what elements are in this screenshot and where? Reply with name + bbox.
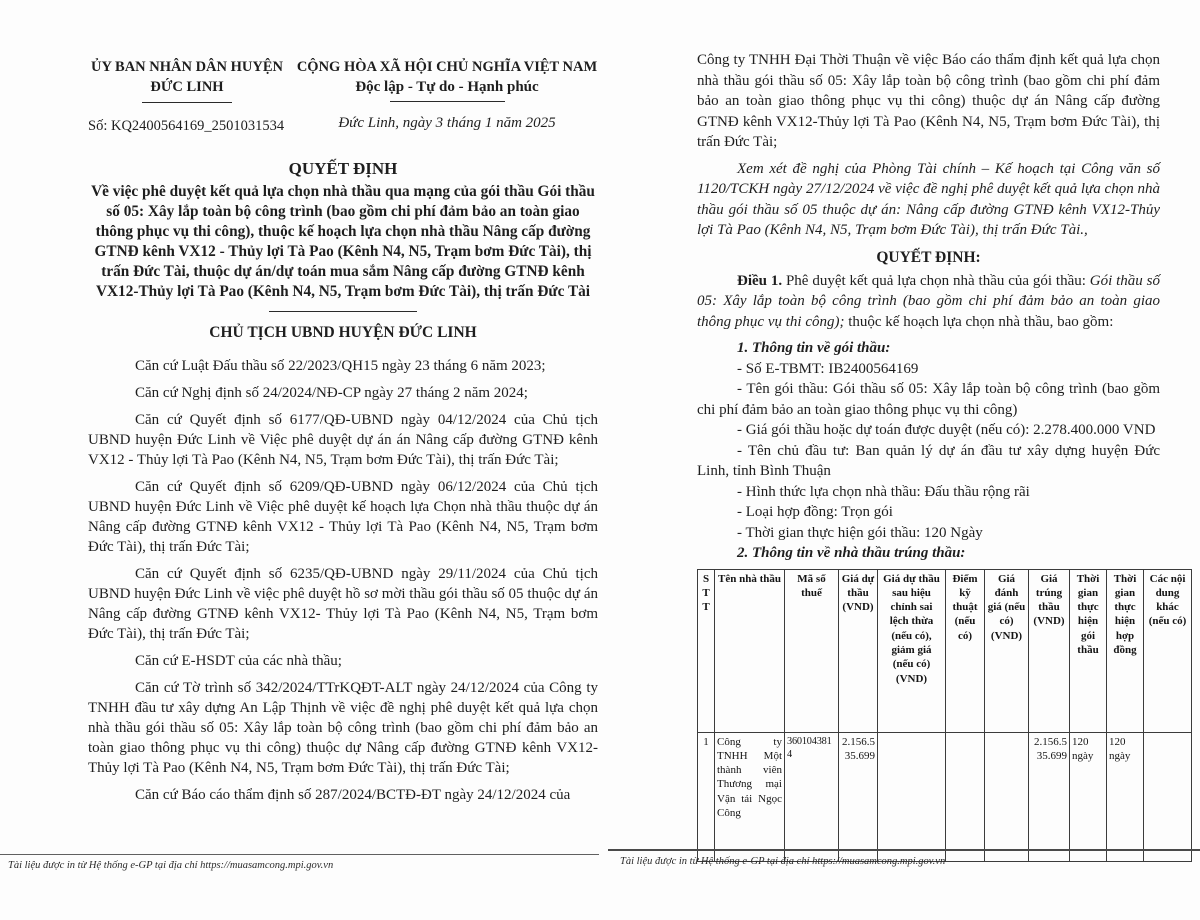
page2-footer-note: Tài liệu được in từ Hệ thống e-GP tại địa chỉ https://muasamcong.mpi.gov.vn	[620, 856, 946, 867]
article-1-package-name: Gói thầu số 05: Xây lắp toàn bộ công trình (bao gồm chi phí đảm bảo an toàn giao thông phục vụ thi công);	[697, 272, 1160, 330]
consideration-paragraph: Xem xét đề nghị của Phòng Tài chính – Kế hoạch tại Công văn số 1120/TCKH ngày 27/12/2024 về việc đề nghị phê duyệt kết quả lựa chọn nhà thầu gói thầu số 05 thuộc dự án: Nâng cấp đường GTNĐ kênh VX12-Thủy lợi Tà Pao (Kênh N4, N5, Trạm bơm Đức Tài), thị trấn Đức Tài.,	[697, 160, 1160, 238]
article-1-label: Điều 1.	[737, 272, 783, 289]
article-1-tail: thuộc kế hoạch lựa chọn nhà thầu, bao gồm:	[848, 313, 1114, 330]
legal-basis-paragraph: Căn cứ Nghị định số 24/2024/NĐ-CP ngày 27 tháng 2 năm 2024;	[135, 385, 528, 401]
decision-heading: QUYẾT ĐỊNH:	[876, 248, 981, 266]
decision-subtitle: Về việc phê duyệt kết quả lựa chọn nhà thầu qua mạng của gói thầu Gói thầu số 05: Xây lắp toàn bộ công trình (bao gồm chi phí đảm bảo an toàn giao thông phục vụ thi công), thuộc kế hoạch lựa chọn nhà thầu Nâng cấp đường GTNĐ kênh VX12 - Thủy lợi Tà Pao (Kênh N4, N5, Trạm bơm Đức Tài), thị trấn Đức Tài, thuộc dự án/dự toán mua sắm Nâng cấp đường GTNĐ kênh VX12-Thủy lợi Tà Pao (Kênh N4, N5, Trạm bơm Đức Tài), thị trấn Đức Tài	[91, 183, 595, 300]
national-header-block	[296, 57, 598, 133]
col-header-other-notes: Các nội dung khác (nếu có)	[1144, 569, 1192, 732]
col-header-tax-code: Mã số thuế	[785, 569, 839, 732]
table-header-row	[698, 569, 1192, 732]
cell-evaluated-price	[985, 732, 1029, 861]
legal-basis-paragraph: Căn cứ Quyết định số 6209/QĐ-UBND ngày 06/12/2024 của Chủ tịch UBND huyện Đức Linh về Việc phê duyệt kế hoạch lựa Chọn nhà thầu thuộc dự án Nâng cấp đường GTNĐ kênh VX12 - Thủy lợi Tà Pao (Kênh N4, N5, Trạm bơm Đức Tài), thị trấn Đức Tài;	[88, 479, 598, 555]
article-1-lead: Phê duyệt kết quả lựa chọn nhà thầu của gói thầu:	[785, 272, 1086, 289]
legal-basis-paragraph: Căn cứ Quyết định số 6177/QĐ-UBND ngày 04/12/2024 của Chủ tịch UBND huyện Đức Linh về Việc phê duyệt dự án án Nâng cấp đường GTNĐ kênh VX12 - Thủy lợi Tà Pao (Kênh N4, N5, Trạm bơm Đức Tài), thị trấn Đức Tài;	[88, 412, 598, 468]
col-header-evaluated-price: Giá đánh giá (nếu có) (VND)	[985, 569, 1029, 732]
table-row	[698, 732, 1192, 861]
package-info-item: - Loại hợp đồng: Trọn gói	[737, 504, 893, 520]
col-header-winning-price: Giá trúng thầu (VND)	[1029, 569, 1070, 732]
cell-other-notes	[1144, 732, 1192, 861]
page-right	[697, 50, 1193, 862]
article-1-paragraph	[697, 271, 1160, 333]
package-info-item: - Số E-TBMT: IB2400564169	[737, 360, 919, 377]
col-header-bid-price: Giá dự thầu (VND)	[839, 569, 878, 732]
issuing-org-block	[88, 57, 286, 136]
issuing-authority: CHỦ TỊCH UBND HUYỆN ĐỨC LINH	[209, 324, 477, 341]
legal-basis-paragraph: Căn cứ Báo cáo thẩm định số 287/2024/BCTĐ-ĐT ngày 24/12/2024 của	[135, 787, 571, 803]
cell-winning-price: 2.156.535.699	[1029, 732, 1070, 861]
page1-footer-divider	[0, 854, 599, 855]
cell-adjusted-price	[878, 732, 946, 861]
national-title: CỘNG HÒA XÃ HỘI CHỦ NGHĨA VIỆT NAM	[296, 59, 598, 75]
cell-stt: 1	[698, 732, 715, 861]
cell-contractor-name: Công ty TNHH Một thành viên Thương mại Vận tải Ngọc Công	[715, 732, 785, 861]
section-2-title: 2. Thông tin về nhà thầu trúng thầu:	[737, 545, 966, 561]
org-underline-divider	[142, 102, 232, 103]
col-header-stt: STT	[698, 569, 715, 732]
continuation-paragraph: Công ty TNHH Đại Thời Thuận về việc Báo cáo thẩm định kết quả lựa chọn nhà thầu gói thầu số 05: Xây lắp toàn bộ công trình (bao gồm chi phí đảm bảo an toàn giao thông phục vụ thi công) thuộc dự án Nâng cấp đường GTNĐ kênh VX12-Thủy lợi Tà Pao (Kênh N4, N5, Trạm bơm Đức Tài), thị trấn Đức Tài;	[697, 52, 1160, 150]
package-info-item: - Thời gian thực hiện gói thầu: 120 Ngày	[737, 524, 983, 541]
package-info-item: - Hình thức lựa chọn nhà thầu: Đấu thầu rộng rãi	[737, 483, 1030, 500]
legal-basis-paragraph: Căn cứ Quyết định số 6235/QĐ-UBND ngày 29/11/2024 của Chủ tịch UBND huyện Đức Linh về việc phê duyệt hồ sơ mời thầu gói thầu số 05 thuộc dự án Nâng cấp đường GTNĐ kênh VX12- Thủy lợi Tà Pao (Kênh N4, N5, Trạm bơm Đức Tài), thị trấn Đức Tài;	[88, 566, 598, 642]
col-header-technical-score: Điểm kỹ thuật (nếu có)	[946, 569, 985, 732]
org-name-line1: ỦY BAN NHÂN DÂN HUYỆN	[91, 59, 283, 75]
page-left	[88, 57, 598, 812]
org-name-line2: ĐỨC LINH	[150, 79, 224, 95]
legal-basis-paragraph: Căn cứ Luật Đấu thầu số 22/2023/QH15 ngày 23 tháng 6 năm 2023;	[135, 358, 546, 374]
document-number: Số: KQ2400564169_2501031534	[88, 118, 285, 134]
decision-title: QUYẾT ĐỊNH	[288, 159, 398, 178]
title-underline-divider	[269, 311, 417, 312]
place-date-line: Đức Linh, ngày 3 tháng 1 năm 2025	[338, 115, 556, 131]
package-info-item: - Tên chủ đầu tư: Ban quản lý dự án đầu tư xây dựng huyện Đức Linh, tỉnh Bình Thuận	[697, 442, 1160, 479]
winning-bidder-table	[697, 569, 1192, 862]
page1-header	[88, 57, 598, 136]
col-header-adjusted-price: Giá dự thầu sau hiệu chỉnh sai lệch thừa (nếu có), giảm giá (nếu có) (VND)	[878, 569, 946, 732]
col-header-contractor-name: Tên nhà thầu	[715, 569, 785, 732]
legal-basis-paragraph: Căn cứ Tờ trình số 342/2024/TTrKQĐT-ALT ngày 24/12/2024 của Công ty TNHH đầu tư xây dựng An Lập Thịnh về việc đề nghị phê duyệt kết quả lựa chọn nhà thầu gói thầu số 05: Xây lắp toàn bộ công trình (bao gồm chi phí đảm bảo an toàn giao thông phục vụ thi công) thuộc dự Nâng cấp đường GTNĐ kênh VX12-Thủy lợi Tà Pao (Kênh N4, N5, Trạm bơm Đức Tài), thị trấn Đức Tài;	[88, 680, 598, 776]
cell-contract-duration: 120 ngày	[1107, 732, 1144, 861]
national-motto: Độc lập - Tự do - Hạnh phúc	[355, 79, 539, 95]
section-1-title: 1. Thông tin về gói thầu:	[737, 340, 891, 356]
col-header-package-duration: Thời gian thực hiện gói thầu	[1070, 569, 1107, 732]
page2-footer-divider	[608, 849, 1200, 851]
legal-basis-paragraph: Căn cứ E-HSDT của các nhà thầu;	[135, 653, 342, 669]
package-info-item: - Tên gói thầu: Gói thầu số 05: Xây lắp toàn bộ công trình (bao gồm chi phí đảm bảo an toàn giao thông phục vụ thi công)	[697, 381, 1160, 418]
cell-tax-code: 3601043814	[785, 732, 839, 861]
cell-technical-score	[946, 732, 985, 861]
col-header-contract-duration: Thời gian thực hiện hợp đồng	[1107, 569, 1144, 732]
page1-footer-note: Tài liệu được in từ Hệ thống e-GP tại địa chỉ https://muasamcong.mpi.gov.vn	[8, 860, 334, 871]
cell-bid-price: 2.156.535.699	[839, 732, 878, 861]
package-info-item: - Giá gói thầu hoặc dự toán được duyệt (nếu có): 2.278.400.000 VND	[737, 422, 1156, 438]
motto-underline-divider	[390, 101, 505, 102]
cell-package-duration: 120 ngày	[1070, 732, 1107, 861]
